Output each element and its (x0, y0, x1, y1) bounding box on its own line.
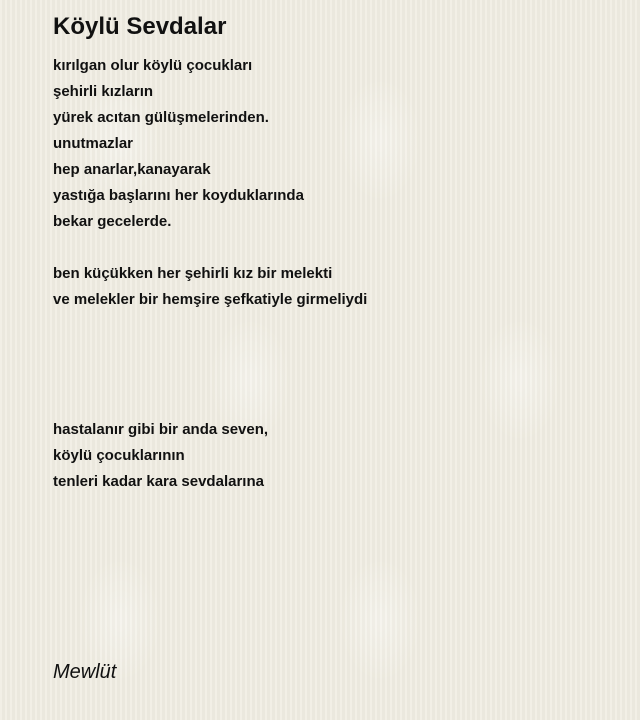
poem-line: yastığa başlarını her koyduklarında (53, 187, 304, 204)
poem-author: Mewlüt (53, 661, 117, 683)
poem-line-blank (53, 313, 613, 339)
poem-line: köylü çocuklarının (53, 447, 185, 464)
poem-line: tenleri kadar kara sevdalarına (53, 473, 264, 490)
poem-line: ben küçükken her şehirli kız bir melekti (53, 265, 333, 282)
poem-line: ve melekler bir hemşire şefkatiyle girmeliydi (53, 291, 368, 308)
poem-line: unutmazlar (53, 135, 134, 152)
poem-line-blank (53, 339, 613, 365)
poem-line: bekar gecelerde. (53, 213, 172, 230)
poem-line-blank (53, 365, 613, 391)
poem-line: hastalanır gibi bir anda seven, (53, 421, 269, 438)
poem-body (53, 53, 613, 495)
poem-line: hep anarlar,kanayarak (53, 161, 211, 178)
poem-title: Köylü Sevdalar (53, 13, 227, 40)
poem-line: şehirli kızların (53, 83, 154, 100)
poem-line: kırılgan olur köylü çocukları (53, 57, 253, 74)
poem-line-blank (53, 235, 613, 261)
poem-line: yürek acıtan gülüşmelerinden. (53, 109, 269, 126)
poem-line-blank (53, 391, 613, 417)
